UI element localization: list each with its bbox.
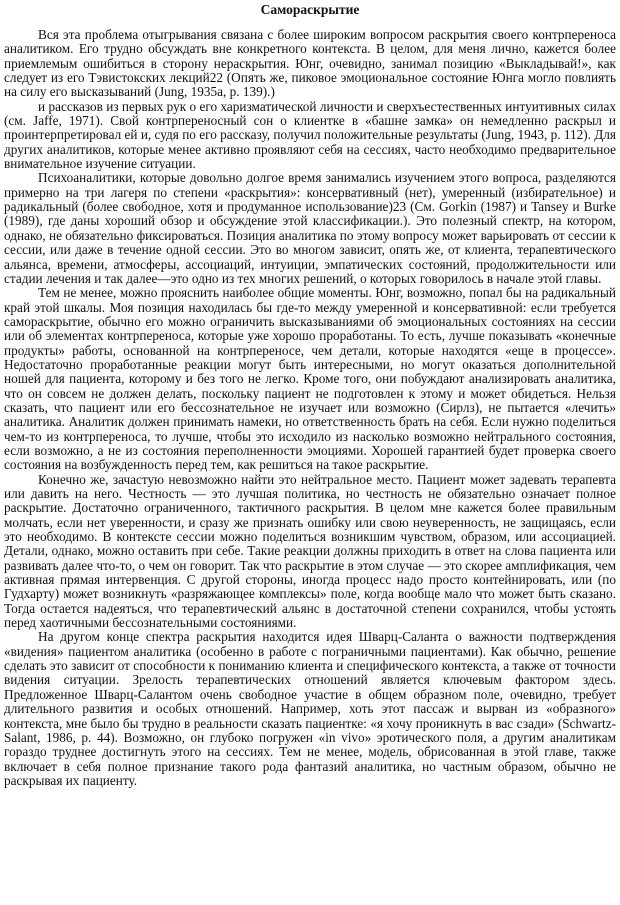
paragraph-1: Вся эта проблема отыгрывания связана с более широким вопросом раскрытия своего контрпереноса аналитиком. Его трудно обсуждать вне конкретного контекста. В целом, для меня лично, кажется более приемлемым ошибиться в сторону нераскрытия. Юнг, очевидно, занимал позицию «Выкладывай!», как следует из его Тэвистокских лекций22 (Опять же, пиковое эмоциональное состояние Юнга могло повлиять на силу его высказываний (Jung, 1935a, p. 139).) — [4, 27, 616, 100]
document-page — [4, 0, 616, 788]
page-title: Самораскрытие — [260, 2, 360, 17]
paragraph-6: На другом конце спектра раскрытия находится идея Шварц-Саланта о важности подтверждения «видения» пациентом аналитика (особенно в работе с пограничными пациентами). Как обычно, решение сделать это зависит от способности к пониманию клиента и специфического контекста, а также от точности видения ситуации. Зрелость терапевтических отношений является ключевым фактором здесь. Предложенное Шварц-Салантом очень свободное участие в общем образном поле, очевидно, требует длительного развития и особых отношений. Например, хоть этот пассаж и вырван из «образного» контекста, мне было бы трудно в реальности сказать пациентке: «я хочу проникнуть в вас сзади» (Schwartz-Salant, 1986, p. 44). Возможно, он глубоко погружен «in vivo» эротического поля, а другим аналитикам гораздо труднее достигнуть этого на сессиях. Тем не менее, модель, обрисованная в этой главе, также включает в себя полное признание такого рода фантазий аналитика, но частным образом, обычно не раскрывая их пациенту. — [4, 629, 616, 788]
paragraph-3: Психоаналитики, которые довольно долгое время занимались изучением этого вопроса, разделяются примерно на три лагеря по степени «раскрытия»: консервативный (нет), умеренный (избирательное) и радикальный (более свободное, хотя и продуманное использование)23 (См. Gorkin (1987) и Tansey и Burke (1989), где даны хороший обзор и обсуждение этой классификации.). Это полезный спектр, на котором, однако, не обязательно фиксироваться. Позиция аналитика по этому вопросу может варьировать от сессии к сессии, или даже в течение одной сессии. Это во многом зависит, опять же, от клиента, терапевтического альянса, времени, атмосферы, ассоциаций, интуиции, эмпатических состояний, продолжительности или стадии лечения и так далее—это одно из тех многих решений, о которых говорилось в начале этой главы. — [4, 170, 616, 286]
paragraph-4: Тем не менее, можно прояснить наиболее общие моменты. Юнг, возможно, попал бы на радикальный край этой шкалы. Моя позиция находилась бы где-то между умеренной и консервативной: если требуется самораскрытие, обычно его можно ограничить высказываниями об эмоциональных состояниях на сессии или об элементах контрпереноса, которые уже хорошо проработаны. То есть, лучше показывать «конечные продукты» работы, основанной на контрпереносе, чем детали, которые находятся «еще в процессе». Недостаточно проработанные реакции могут быть интересными, но могут оказаться дополнительной ношей для пациента, которому и без того не легко. Кроме того, они побуждают анализировать аналитика, что он совсем не должен делать, поскольку пациент не подготовлен к этому и может обидеться. Нельзя сказать, что пациент или его бессознательное не изучает или возможно (Сирлз), не пытается «лечить» аналитика. Аналитик должен принимать намеки, но ответственность брать на себя. Если нужно поделиться чем-то из контрпереноса, то лучше, чтобы это исходило из насколько возможно нейтрального состояния, если возможно, а не из состояния переполненности эмоциями. Хорошей гарантией будет проверка своего состояния на возбужденность перед тем, как решиться на такое раскрытие. — [4, 285, 616, 473]
paragraph-2: и рассказов из первых рук о его харизматической личности и сверхъестественных интуитивных силах (см. Jaffe, 1971). Свой контрпереносный сон о клиентке в «башне замка» он немедленно раскрыл и проинтерпретировал ей и, судя по его рассказу, получил положительные результаты (Jung, 1943, p. 112). Для других аналитиков, которые менее активно проявляют себя на сессиях, часто необходимо предварительное внимательное изучение ситуации. — [4, 98, 616, 172]
paragraph-5: Конечно же, зачастую невозможно найти это нейтральное место. Пациент может задевать терапевта или давить на него. Честность — это лучшая политика, но честность не обязательно означает полное раскрытие. Достаточно ограниченного, тактичного раскрытия. В целом мне кажется более правильным молчать, если нет уверенности, и сразу же признать ошибку или свою неуверенность, не защищаясь, если это необходимо. В контексте сессии можно поделиться возникшим чувством, образом, или ассоциацией. Детали, однако, можно оставить при себе. Такие реакции должны приходить в ответ на слова пациента или развивать далее что-то, о чем он говорит. Так что раскрытие в этом случае — это скорее амплификация, чем активная прямая интервенция. С другой стороны, иногда процесс надо просто контейнировать, или (по Гудхарту) может возникнуть «разряжающее комплексы» поле, когда вообще мало что может быть сказано. Тогда остается надеяться, что терапевтический альянс в достаточной степени сохранился, чтобы устоять перед хаотичными бессознательными состояниями. — [4, 471, 616, 631]
